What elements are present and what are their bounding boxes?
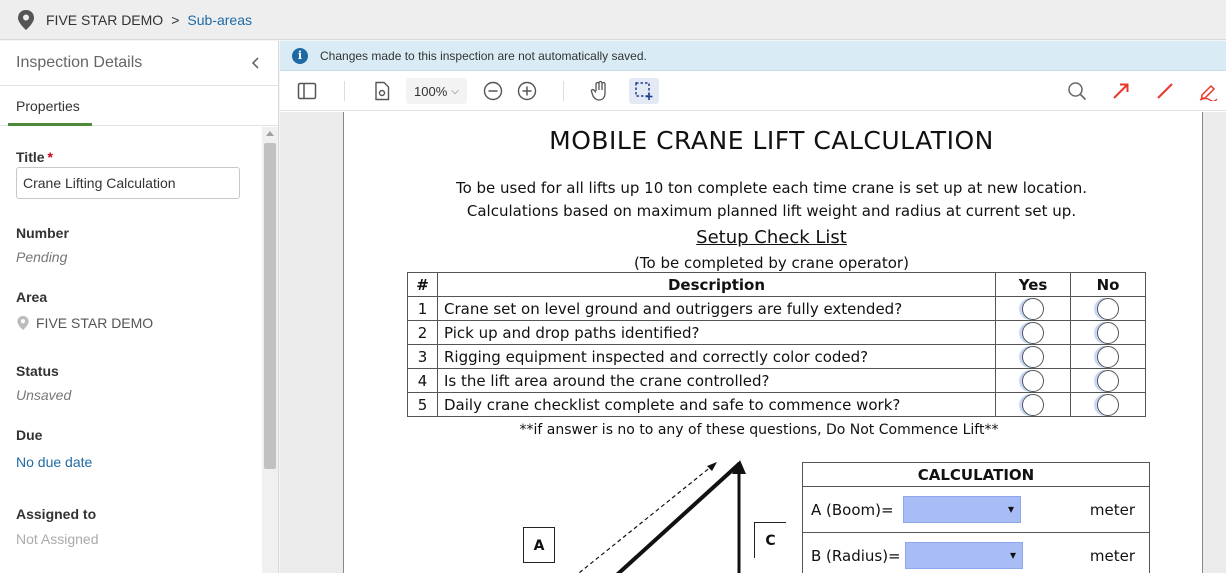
yes-radio-button[interactable]: [1022, 346, 1044, 368]
breadcrumb-root[interactable]: FIVE STAR DEMO: [46, 11, 164, 28]
assigned-value[interactable]: Not Assigned: [16, 531, 99, 547]
table-row: [408, 393, 1146, 417]
yes-radio-button[interactable]: [1022, 394, 1044, 416]
row-number: 4: [408, 369, 438, 393]
pan-hand-icon[interactable]: [587, 78, 613, 104]
document-intro-line-1: To be used for all lifts up 10 ton complete each time crane is set up at new location.: [455, 179, 1088, 197]
breadcrumb-sub-areas-link[interactable]: Sub-areas: [187, 11, 252, 28]
no-radio-button[interactable]: [1097, 298, 1119, 320]
calc-row-boom: [803, 487, 1149, 533]
title-input[interactable]: [16, 167, 240, 199]
column-header-number: #: [408, 273, 438, 297]
row-number: 3: [408, 345, 438, 369]
banner-text: Changes made to this inspection are not automatically saved.: [320, 48, 647, 63]
properties-form: [0, 127, 262, 573]
due-date-link[interactable]: No due date: [16, 454, 93, 470]
breadcrumb-bar: [0, 0, 1226, 40]
status-value: Unsaved: [16, 387, 72, 403]
table-row: [408, 345, 1146, 369]
unsaved-info-banner: [280, 41, 1226, 71]
document-title: MOBILE CRANE LIFT CALCULATION: [549, 126, 994, 155]
row-description: Daily crane checklist complete and safe to commence work?: [438, 393, 996, 417]
yes-radio-button[interactable]: [1022, 298, 1044, 320]
no-radio-button[interactable]: [1097, 394, 1119, 416]
document-viewer-area: [280, 41, 1226, 573]
yes-radio-button[interactable]: [1022, 322, 1044, 344]
chevron-down-icon: ▾: [1007, 502, 1014, 516]
checklist-table: [407, 272, 1146, 417]
line-annotation-icon[interactable]: [1152, 78, 1178, 104]
row-description: Rigging equipment inspected and correctly color coded?: [438, 345, 996, 369]
due-label: Due: [16, 427, 43, 443]
toolbar-divider: [563, 81, 564, 101]
row-description: Crane set on level ground and outriggers are fully extended?: [438, 297, 996, 321]
no-radio-button[interactable]: [1097, 346, 1119, 368]
assigned-label: Assigned to: [16, 506, 97, 522]
inspection-details-panel: [0, 41, 279, 573]
row-number: 2: [408, 321, 438, 345]
boom-unit: meter: [1089, 501, 1135, 519]
chevron-down-icon: ▾: [1009, 548, 1016, 562]
area-select-icon[interactable]: [629, 78, 659, 104]
row-number: 5: [408, 393, 438, 417]
column-header-description: Description: [438, 273, 996, 297]
freehand-pen-icon[interactable]: [1195, 78, 1221, 104]
table-header-row: [408, 273, 1146, 297]
tab-properties[interactable]: Properties: [8, 86, 92, 126]
column-header-yes: Yes: [996, 273, 1071, 297]
row-description: Is the lift area around the crane controlled?: [438, 369, 996, 393]
boom-label: A (Boom)=: [811, 501, 894, 519]
toolbar-divider: [344, 81, 345, 101]
radius-label: B (Radius)=: [811, 547, 901, 565]
scroll-up-arrow-icon[interactable]: [266, 131, 274, 136]
radius-unit: meter: [1089, 547, 1135, 565]
calc-row-radius: [803, 533, 1149, 573]
calculation-box: [802, 462, 1150, 573]
table-row: [408, 369, 1146, 393]
panel-scrollbar-thumb[interactable]: [264, 143, 276, 469]
status-label: Status: [16, 363, 59, 379]
do-not-commence-warning: **if answer is no to any of these questions, Do Not Commence Lift**: [519, 422, 999, 438]
yes-radio-button[interactable]: [1022, 370, 1044, 392]
pdf-page: [343, 112, 1203, 573]
page-settings-icon[interactable]: [369, 78, 395, 104]
crane-lift-diagram: [514, 452, 794, 573]
info-icon: i: [292, 48, 308, 64]
chevron-left-icon[interactable]: [248, 55, 264, 71]
zoom-in-icon[interactable]: [514, 78, 540, 104]
calculation-heading: CALCULATION: [803, 463, 1149, 487]
number-label: Number: [16, 225, 69, 241]
diagram-label-a: A: [523, 527, 555, 563]
zoom-out-icon[interactable]: [480, 78, 506, 104]
area-value: [16, 315, 153, 331]
search-icon[interactable]: [1064, 78, 1090, 104]
location-pin-icon: [16, 315, 30, 331]
row-number: 1: [408, 297, 438, 321]
breadcrumb-separator: >: [171, 11, 180, 28]
checklist-note: (To be completed by crane operator): [634, 254, 909, 272]
panel-title: Inspection Details: [16, 54, 143, 71]
title-label: Title *: [16, 149, 53, 165]
panel-header: [0, 41, 278, 86]
document-intro-line-2: Calculations based on maximum planned lift weight and radius at current set up.: [466, 202, 1077, 220]
number-value: Pending: [16, 249, 68, 265]
diagram-label-c: C: [754, 522, 786, 558]
row-description: Pick up and drop paths identified?: [438, 321, 996, 345]
pdf-viewer[interactable]: [280, 112, 1226, 573]
zoom-level-select[interactable]: [406, 78, 467, 104]
radius-dropdown[interactable]: [905, 542, 1023, 569]
boom-length-dropdown[interactable]: [903, 496, 1021, 523]
sidebar-toggle-icon[interactable]: [294, 78, 320, 104]
table-row: [408, 297, 1146, 321]
checklist-subtitle: Setup Check List: [696, 227, 847, 248]
no-radio-button[interactable]: [1097, 322, 1119, 344]
table-row: [408, 321, 1146, 345]
location-pin-icon: [16, 9, 36, 31]
area-label: Area: [16, 289, 48, 305]
panel-tabs: [0, 86, 278, 126]
no-radio-button[interactable]: [1097, 370, 1119, 392]
viewer-toolbar: [280, 71, 1226, 111]
column-header-no: No: [1071, 273, 1146, 297]
chevron-down-icon: ⌵: [451, 85, 459, 97]
required-asterisk: *: [47, 149, 53, 165]
arrow-annotation-icon[interactable]: [1108, 78, 1134, 104]
zoom-value: 100%: [414, 83, 448, 99]
area-name: FIVE STAR DEMO: [36, 315, 154, 331]
